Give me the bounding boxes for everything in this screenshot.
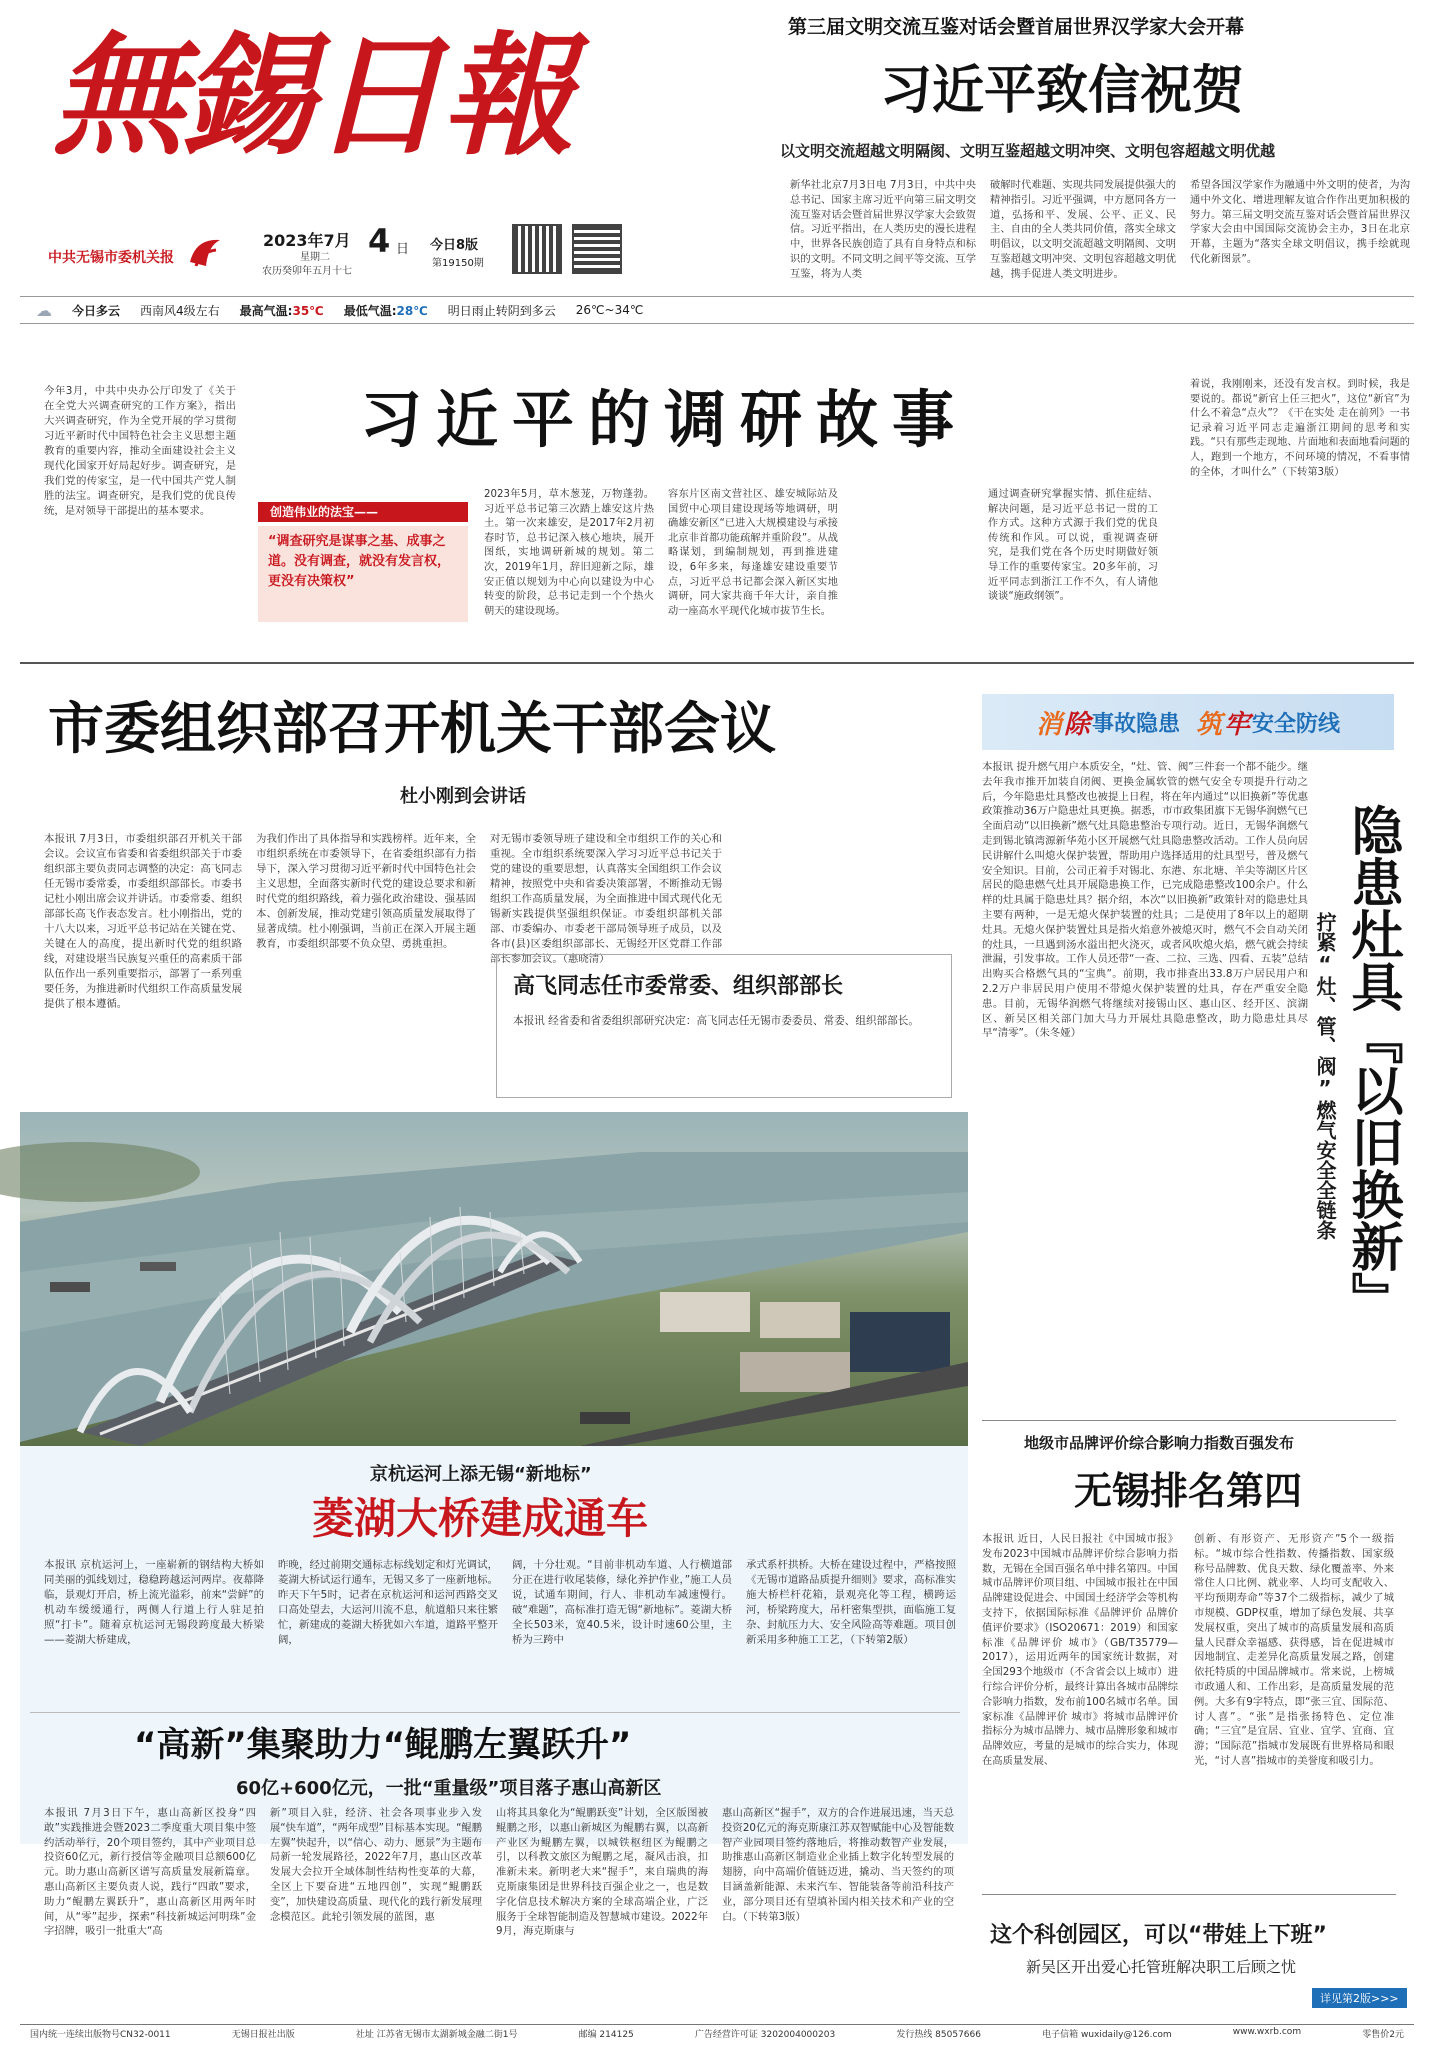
footer-item: 零售价2元 xyxy=(1362,2030,1404,2040)
footer-item: 无锡日报社出版 xyxy=(231,2030,295,2040)
ranking-col1: 本报讯 近日，人民日报社《中国城市报》发布2023中国城市品牌评价综合影响力指数，无锡在全国百强名单中排名第四。中国城市品牌评价项目组、中国城市报社在中国品牌建设促进会、中国国土经济学会等机构支持下，依据国际标准《品牌评价 品牌价值评价要求》（ISO20671：2019）和国家标准《品牌评价 城市》（GB/T35779—2017），运用近两年的国家统计数据，对全国293个地级市（不含省会以上城市）进行综合评价分析，最终计算出各城市品牌综合影响力指数，发布前100名城市名单。国家标准《品牌评价 城市》将城市品牌评价指标分为城市品牌力、城市品牌形象和城市品牌效应，考量的是城市的综合实力，体现在高质量发展、 xyxy=(982,1533,1178,1767)
research-col-c: 通过调查研究掌握实情、抓住症结、解决问题，是习近平总书记一贯的工作方式。这种方式源于我们党的优良传统和作风。可以说，重视调查研究，是我们党在各个历史时期做好领导工作的重要传家宝。20多年前，习近平同志到浙江工作不久，有人请他谈谈“施政纲领”。 xyxy=(988,489,1158,603)
footer-item: 广告经营许可证 3202004000203 xyxy=(694,2030,836,2040)
org-meeting-headline[interactable]: 市委组织部召开机关干部会议 xyxy=(48,697,776,762)
park-headline[interactable]: 这个科创园区，可以“带娃上下班” xyxy=(990,1923,1327,1948)
research-tag: 创造伟业的法宝—— xyxy=(258,502,468,522)
safety-subhead: 拧紧“灶、管、阀”燃气安全全链条 xyxy=(1313,912,1337,1240)
org-label: 中共无锡市委机关报 xyxy=(48,250,174,266)
max-temp-label: 最高气温: xyxy=(239,303,293,318)
bridge-photo[interactable] xyxy=(20,1112,968,1446)
weather-wind: 西南风4级左右 xyxy=(140,303,220,318)
park-link[interactable]: 详见第2版>>> xyxy=(1312,1988,1407,2008)
top-story-kicker: 第三届文明交流互鉴对话会暨首届世界汉学家大会开幕 xyxy=(788,16,1245,38)
banner-word-2: 除 xyxy=(1063,709,1090,740)
org-meeting-col1: 本报讯 7月3日，市委组织部召开机关干部会议。会议宣布省委和省委组织部关于市委组织部主要负责同志调整的决定：高飞同志任无锡市委常委，市委组织部部长。市委书记杜小刚出席会议并讲话。市委常委、组织部部长高飞作表态发言。杜小刚指出，党的十八大以来，习近平总书记站在关键在党、关键在人的高度，提出新时代党的组织路线，对建设堪当民族复兴重任的高素质干部队伍作出一系列重要指示，部署了一系列重要任务，为推进新时代组织工作高质量发展提供了根本遵循。 xyxy=(44,833,242,1010)
issue-date: 2023年7月 xyxy=(263,231,351,250)
safety-text: 本报讯 提升燃气用户本质安全，“灶、管、阀”三件套一个都不能少。继去年我市推开加装自闭阀、更换金属软管的燃气安全专项提升行动之后，今年隐患灶具整改也被提上日程，将在年内通过“以旧换新”等优惠政策推动36万户隐患灶具更换。据悉，市市政集团旗下无锡华润燃气已全面启动“以旧换新”燃气灶具隐患整治专项行动。近日，无锡华润燃气走到锡北镇湾源新华苑小区开展燃气灶具隐患整改活动。工作人员向居民讲解什么叫熄火保护装置，帮助用户选择适用的灶具型号，普及燃气安全知识。目前，公司正着手对锡北、东港、东北塘、羊尖等湖区片区居民的隐患燃气灶具开展隐患换工作，已完成隐患整改100余户。什么样的灶具属于隐患灶具？据介绍，本次“以旧换新”政策针对的隐患灶具主要有两种，一是无熄火保护装置的灶具；二是使用了8年以上的超期灶具。无熄火保护装置灶具是指火焰意外被熄灭时，燃气不会自动关闭的灶具，一旦遇到汤水溢出把火浇灭，或者风吹熄火焰，燃气就会持续泄漏，引发事故。工作人员还带“一查、二拉、三选、四看、五装”总结出购买合格燃气具的“宝典”。前期，我市排查出33.8万户居民用户和2.2万户非居民用户使用不带熄火保护装置的灶具，存在严重安全隐患。目前，无锡华润燃气将继续对接锡山区、惠山区、经开区、滨湖区、新吴区相关部门加大马力开展灶具隐患整改，助力隐患灶具尽早“清零”。（朱冬娅） xyxy=(982,761,1308,1040)
divider xyxy=(982,1894,1396,1895)
top-story-col1: 新华社北京7月3日电 7月3日，中共中央总书记、国家主席习近平向第三届文明交流互鉴对话会暨首届世界汉学家大会致贺信。习近平指出，在人类历史的漫长进程中，世界各民族创造了具有自身特点和标识的文明。不同文明之间平等交流、互学互鉴，将为人类 xyxy=(790,179,976,280)
research-intro: 今年3月，中共中央办公厅印发了《关于在全党大兴调查研究的工作方案》，指出大兴调查研究，作为全党开展的学习贯彻习近平新时代中国特色社会主义思想主题教育的重要内容，推动全面建设社会主义现代化国家开好局起好步。调查研究，是我们党的传家宝，是一代中国共产党人制胜的法宝。调查研究，是我们党的优良传统，是对领导干部提出的基本要求。 xyxy=(44,385,236,517)
issue-day: 4 xyxy=(368,222,391,260)
page-count: 今日8版 xyxy=(430,238,479,253)
research-col-d: 着说，我刚刚来，还没有发言权。到时候，我是要说的。都说“新官上任三把火”，这位“新官”为什么不着急“点火”？《干在实处 走在前列》一书记录着习近平同志走遍浙江期间的思考和实践。“只有那些走现地、片面地和表面地看问题的人，跑到一个地方，不问环境的情况，不看事情的全体，才叫什么”（下转第3版） xyxy=(1190,379,1410,478)
research-col-a-text: 2023年5月，草木葱茏，万物蓬勃。习近平总书记第三次踏上雄安这片热土。第一次来雄安，是2017年2月初春时节，总书记深入核心地块，展开图纸，实地调研新城的规划。第二次，2019年1月，辞旧迎新之际，雄安正值以规划为中心向以建设为中心转变的阶段，总书记走到一个个热火朝天的建设现场。 xyxy=(484,489,654,617)
top-story-headline[interactable]: 习近平致信祝贺 xyxy=(880,61,1245,121)
gaoxin-col3: 山将其具象化为“鲲鹏跃变”计划，全区版图被鲲鹏之形，以惠山新城区为鲲鹏右翼，以高新产业区为鲲鹏左翼，以城铁枢纽区为鲲鹏之引，以科教文旅区为鲲鹏之尾，凝风击浪，扣准新未来。新明老大来“握手”，来自瑞典的海克斯康集团是世界科技百强企业之一，也是数字化信息技术解决方案的全球高端企业，广泛服务于全球智能制造及智慧城市建设。2022年9月，海克斯康与 xyxy=(496,1807,708,1938)
banner-word-4: 筑 xyxy=(1196,709,1223,740)
banner-word-1: 消 xyxy=(1035,709,1062,740)
footer xyxy=(20,2024,1414,2040)
research-headline[interactable]: 习近平的调研故事 xyxy=(360,383,969,456)
research-col-b: 容东片区南文营社区、雄安城际站及国贸中心项目建设现场等地调研，明确雄安新区“已进入大规模建设与承接北京非首都功能疏解并重阶段”。从战略谋划，到编制规划，再到推进建设，6年多来，每逢雄安建设重要节点，习近平总书记都会深入新区实地调研，同大家共商千年大计，亲自推动一座高水平现代化城市拔节生长。 xyxy=(668,489,838,617)
org-meeting-subhead: 杜小刚到会讲话 xyxy=(400,786,526,807)
bridge-col4: 承式系杆拱桥。大桥在建设过程中，严格按照《无锡市道路品质提升细则》要求，高标准实施大桥栏杆花箱，景观亮化等工程，横跨运河，桥梁跨度大，吊杆密集型拱，面临施工复杂、封航压力大、安全风险高等难题。项目创新采用多种施工工艺，（下转第2版） xyxy=(746,1559,956,1646)
min-temp: 28℃ xyxy=(396,303,428,318)
gaoxin-subhead: 60亿+600亿元，一批“重量级”项目落子惠山高新区 xyxy=(236,1778,662,1799)
weather-bar xyxy=(20,296,1414,324)
newspaper-title: 無錫日報 xyxy=(52,19,572,174)
cloud-icon: ☁ xyxy=(36,300,52,320)
research-quote: “调查研究是谋事之基、成事之道。没有调查，就没有发言权，更没有决策权” xyxy=(258,526,468,622)
gaoxin-col1: 本报讯 7月3日下午，惠山高新区投身“四敢”实践推进会暨2023二季度重大项目集中签约活动举行，20个项目签约，其中产业项目总投资60亿元，新行授信等金融项目总额600亿元。助力惠山高新区谱写高质量发展新篇章。惠山高新区主要负责人说，践行“四敢”要求，助力“鲲鹏左翼跃升”，惠山高新区用两年时间，从“零”起步，探索“科技新城运河明珠”金字招牌，吸引一批重大“高 xyxy=(44,1807,256,1938)
ranking-headline[interactable]: 无锡排名第四 xyxy=(1074,1469,1303,1513)
footer-link[interactable]: www.wxrb.com xyxy=(1232,2027,1302,2037)
top-story-col3: 希望各国汉学家作为融通中外文明的使者，为沟通中外文化、增进理解友谊合作作出更加积极的努力。第三届文明交流互鉴对话会暨首届世界汉学家大会由中国国际交流协会主办，3日在北京开幕，主题为“落实全球文明倡议，携手绘就现代化新图景”。 xyxy=(1190,179,1410,265)
max-temp: 35℃ xyxy=(292,303,324,318)
appointment-text: 本报讯 经省委和省委组织部研究决定：高飞同志任无锡市委委员、常委、组织部部长。 xyxy=(513,1015,919,1027)
org-meeting-col3: 对无锡市委领导班子建设和全市组织工作的关心和重视。全市组织系统要深入学习习近平总书记关于党的建设的重要思想，认真落实全国组织工作会议精神，按照党中央和省委决策部署，不断推动无锡组织工作高质量发展，为全面推进中国式现代化无锡新实践提供坚强组织保证。市委组织部机关部部、市委编办、市委老干部局领导班子成员，以及各市(县)区委组织部部长、无锡经开区党群工作部部长参加会议。（惠晓清） xyxy=(490,833,722,965)
org-meeting-col2: 为我们作出了具体指导和实践榜样。近年来，全市组织系统在市委领导下，在省委组织部有力指导下，深入学习贯彻习近平新时代中国特色社会主义思想，全面落实新时代党的建设总要求和新时代党的组织路线，着力强化政治建设、强基固本、创新发展，推动党建引领高质量发展取得了显著成绩。杜小刚强调，当前正在深入开展主题教育，市委组织部要不负众望、勇挑重担。 xyxy=(256,833,476,950)
weather-today: 今日多云 xyxy=(72,303,121,318)
bridge-caption-headline[interactable]: 菱湖大桥建成通车 xyxy=(312,1494,649,1543)
ranking-kicker: 地级市品牌评价综合影响力指数百强发布 xyxy=(1024,1434,1295,1452)
qr-code-right[interactable] xyxy=(572,224,622,274)
bridge-illustration xyxy=(20,1112,968,1446)
appointment-title[interactable]: 高飞同志任市委常委、组织部部长 xyxy=(513,974,844,999)
appointment-box xyxy=(496,954,952,1098)
top-story-subhead: 以文明交流超越文明隔阂、文明互鉴超越文明冲突、文明包容超越文明优越 xyxy=(780,142,1276,160)
gaoxin-col2: 新”项目入驻，经济、社会各项事业步入发展“快车道”，“两年成型”目标基本实现。“鲲鹏左翼”快起升，以“信心、动力、愿景”为主题布局新一轮发展路径，2022年7月，惠山区改革发展大会拉开全域体制性结构性变革的大幕，全区上下要奋进“五地四创”，实现“鲲鹏跃变”，加快建设高质量、现代化的践行新发展理念模范区。此轮引领发展的蓝图，惠 xyxy=(270,1807,483,1923)
divider xyxy=(982,1420,1396,1421)
gaoxin-headline[interactable]: “高新”集聚助力“鲲鹏左翼跃升” xyxy=(134,1725,632,1765)
issue-day-unit: 日 xyxy=(396,242,410,257)
ranking-col2: 创新、有形资产、无形资产”5个一级指标。“城市综合性指数、传播指数、国家级称号品牌数、优良天数、绿化覆盖率、外来常住人口比例、就业率、人均可支配收入、平均预期寿命”等37个二级指标，减少了城市规模、GDP权重，增加了绿色发展、共享发展权重，突出了城市的高质量发展和高质量人民群众幸福感、获得感，旨在促进城市因地制宜、走差异化高质量发展之路，创建依托特质的中国品牌城市。常来说，上榜城市政通人和、工作出彩，是高质量发展的范例。大多有9字特点，即“张三宜、国际范、讨人喜”。“张”是指张扬特色、定位准确；“三宜”是宜居、宜业、宜学、宜商、宜游；“国际范”指城市发展既有世界格局和眼光，“讨人喜”指城市的美誉度和吸引力。 xyxy=(1194,1533,1394,1767)
safety-headline[interactable]: 隐患灶具『以旧换新』 xyxy=(1342,804,1402,1324)
gaoxin-col4: 惠山高新区“握手”，双方的合作进展迅速，当天总投资20亿元的海克斯康江苏双智赋能中心及智能数智产业园项目签约落地后，将推动数智产业发展，助推惠山高新区制造业企业插上数字化转型发展的翅膀，向中高端价值链迈进，撬动、当天签约的项目涵盖新能源、未来汽车、智能装备等前沿科技产业，部分项目还有望填补国内相关技术和产业的空白。（下转第3版） xyxy=(722,1807,954,1923)
weekday: 星期二 xyxy=(300,252,330,263)
divider xyxy=(30,1712,960,1713)
issue-number: 第19150期 xyxy=(432,258,484,269)
footer-item: 电子信箱 wuxidaily@126.com xyxy=(1042,2030,1172,2040)
divider xyxy=(20,662,1414,664)
qr-code-left[interactable] xyxy=(512,224,562,274)
lunar-date: 农历癸卯年五月十七 xyxy=(262,266,352,277)
min-temp-label: 最低气温: xyxy=(343,303,397,318)
bridge-col3: 阔，十分壮观。“目前非机动车道、人行横道部分正在进行收尾装修，绿化养护作业，”施工人员说，试通车期间，行人、非机动车减速慢行。破“难题”，高标准打造无锡“新地标”。菱湖大桥全长503米，宽40.5米，设计时速60公里，主桥为三跨中 xyxy=(512,1559,732,1646)
weather-range: 26℃~34℃ xyxy=(575,303,644,317)
footer-item: 国内统一连续出版物号CN32-0011 xyxy=(30,2030,171,2040)
bridge-caption-kicker: 京杭运河上添无锡“新地标” xyxy=(370,1464,592,1485)
banner-word-5: 牢 xyxy=(1224,709,1251,740)
footer-item: 发行热线 85057666 xyxy=(896,2030,981,2040)
top-story-col2: 破解时代难题、实现共同发展提供强大的精神指引。习近平强调，中方愿同各方一道，弘扬和平、发展、公平、正义、民主、自由的全人类共同价值，落实全球文明倡议，以文明交流超越文明隔阂、文明互鉴超越文明冲突、文明包容超越文明优越，携手促进人类文明进步。 xyxy=(990,179,1176,280)
banner-word-3: 事故隐患 xyxy=(1091,711,1180,737)
weather-tomorrow: 明日雨止转阴到多云 xyxy=(447,303,556,318)
park-subhead: 新吴区开出爱心托管班解决职工后顾之忧 xyxy=(1026,1958,1297,1976)
safety-banner xyxy=(982,694,1394,750)
footer-item: 邮编 214125 xyxy=(578,2030,634,2040)
masthead xyxy=(0,0,1434,300)
banner-word-6: 安全防线 xyxy=(1252,711,1341,737)
footer-item: 社址 江苏省无锡市太湖新城金融二街1号 xyxy=(355,2030,518,2040)
bridge-col2: 昨晚，经过前期交通标志标线划定和灯光调试，菱湖大桥试运行通车，无锡又多了一座新地标。昨天下午5时，记者在京杭运河和运河西路交叉口高处望去，大运河川流不息，航道船只来往繁忙，新建成的菱湖大桥犹如六车道，道路平整开阔， xyxy=(278,1559,498,1646)
bridge-col1: 本报讯 京杭运河上，一座崭新的钢结构大桥如同美丽的弧线划过，稳稳跨越运河两岸。夜幕降临，景观灯开启，桥上流光溢彩，前来“尝鲜”的机动车缓缓通行，两侧人行道上行人驻足拍照“打卡”。随着京杭运河无锡段跨度最大桥梁——菱湖大桥建成， xyxy=(44,1559,264,1646)
party-emblem-icon xyxy=(186,232,226,272)
